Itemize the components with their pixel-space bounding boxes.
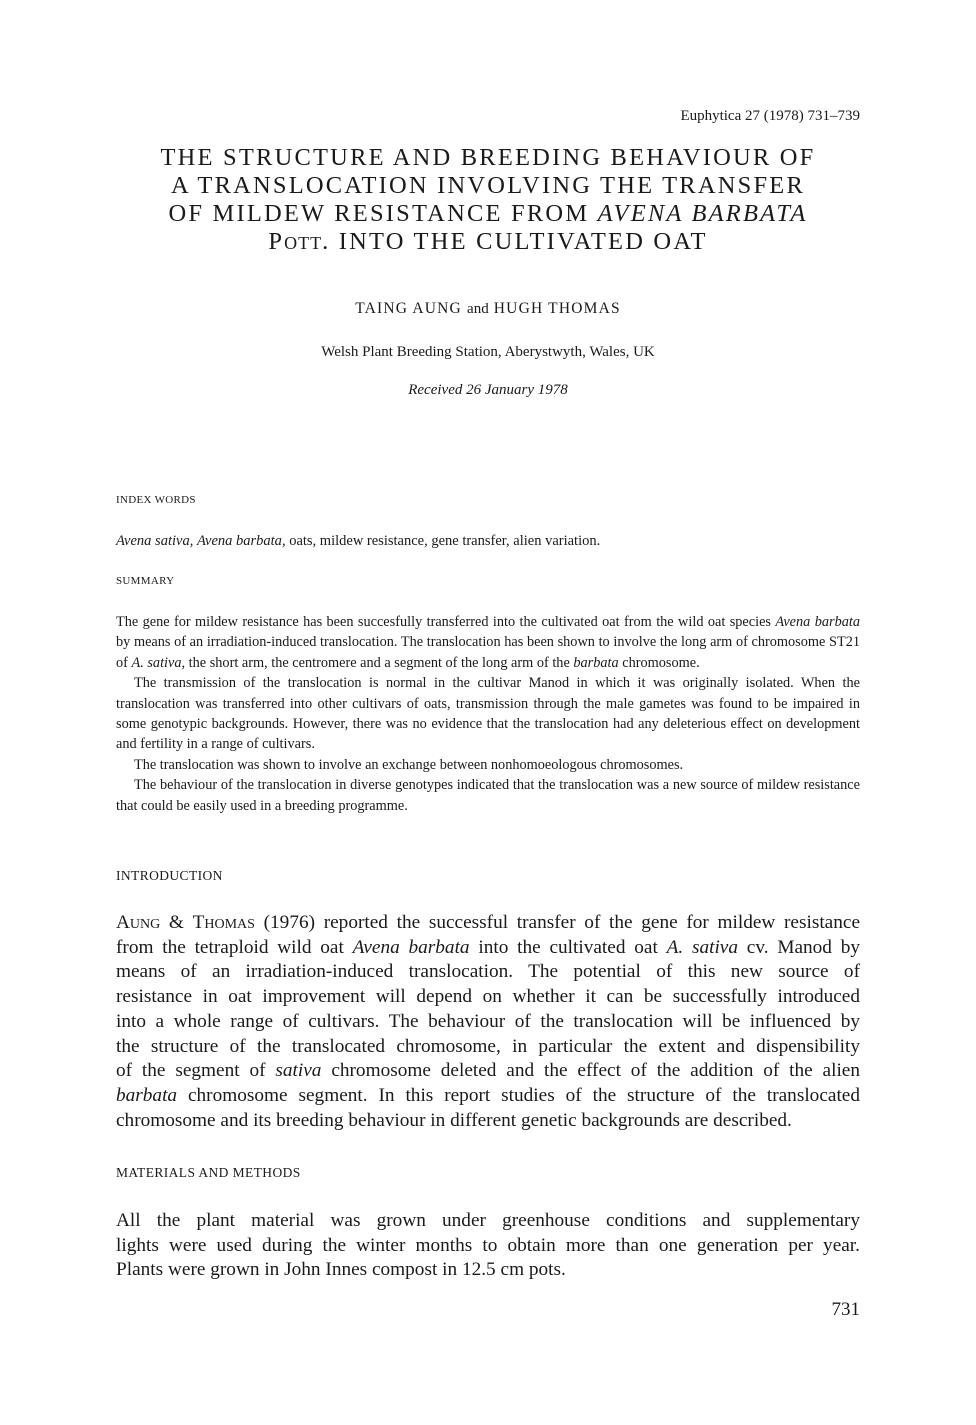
title-author-initial: P (268, 228, 285, 255)
intro-line (116, 911, 860, 936)
index-word-sep: , (189, 533, 197, 549)
intro-line: chromosome and its breeding behaviour in different genetic backgrounds are described. (116, 1109, 792, 1131)
intro-text: cv. Manod by (738, 936, 861, 958)
index-words (116, 533, 600, 550)
journal-reference: Euphytica 27 (1978) 731–739 (680, 108, 860, 124)
summary-text: The gene for mildew resistance has been succesfully transferred into the cultivated oat from the wild oat species (116, 614, 776, 630)
title-species-name: AVENA BARBATA (597, 200, 808, 227)
page (116, 0, 860, 1425)
intro-line: the structure of the translocated chromosome, in particular the extent and dispensibility (116, 1035, 860, 1057)
intro-italic: barbata (116, 1084, 178, 1106)
author-conjunction: and (467, 301, 489, 317)
intro-line: means of an irradiation-induced translocation. The potential of this new source of (116, 961, 860, 983)
summary-paragraph-1 (116, 612, 860, 673)
intro-text: (1976) reported the successful transfer of the gene for mildew resistance (254, 912, 861, 933)
intro-italic: sativa (275, 1060, 322, 1082)
intro-text: chromosome deleted and the effect of the addition of the alien (321, 1060, 861, 1082)
summary-paragraph-2: The transmission of the translocation is normal in the cultivar Manod in which it was originally isolated. When the translocation was transferred into other cultivars of oats, transmission through the male gametes was found to be impaired in some genotypic backgrounds. However, there was no evidence that the translocation had any deleterious effect on development and fertility in a range of cultivars. (116, 675, 860, 753)
author-2: HUGH THOMAS (493, 300, 621, 317)
summary-text: by means of an irradiation-induced translocation. The translocation has been shown to involve the long arm of chromosome ST21 of (116, 634, 860, 671)
summary-text: chromosome. (618, 654, 700, 671)
title-line-1: THE STRUCTURE AND BREEDING BEHAVIOUR OF (160, 144, 816, 171)
intro-text: chromosome segment. In this report studies of the structure of the translocated (177, 1084, 860, 1106)
intro-line (116, 1059, 860, 1084)
title-author-rest: OTT (284, 233, 323, 253)
intro-line (116, 1084, 860, 1109)
intro-line (116, 936, 860, 961)
summary (116, 612, 860, 816)
methods-heading: MATERIALS AND METHODS (116, 1165, 301, 1180)
summary-italic: Avena barbata (775, 614, 860, 630)
index-words-label: INDEX WORDS (116, 494, 196, 506)
title-line-3-text: OF MILDEW RESISTANCE FROM (168, 200, 598, 227)
methods-body (116, 1209, 860, 1283)
methods-line: lights were used during the winter months to obtain more than one generation per year. (116, 1234, 860, 1256)
intro-text: into the cultivated oat (469, 936, 667, 958)
intro-text: from the tetraploid wild oat (116, 936, 353, 958)
index-word-1: Avena sativa (116, 533, 190, 549)
introduction-body (116, 911, 860, 1133)
affiliation: Welsh Plant Breeding Station, Aberystwyth, Wales, UK (321, 344, 655, 360)
summary-italic: barbata (573, 654, 619, 671)
paper-title (116, 144, 860, 257)
authors (116, 300, 860, 318)
intro-italic: Avena barbata (352, 936, 470, 958)
page-number: 731 (831, 1299, 860, 1320)
author-1: TAING AUNG (355, 300, 462, 317)
intro-text: & (160, 912, 193, 933)
summary-paragraph-3: The translocation was shown to involve an exchange between nonhomoeologous chromosomes. (134, 756, 684, 773)
methods-line: Plants were grown in John Innes compost in 12.5 cm pots. (116, 1259, 566, 1281)
index-word-2: Avena barbata (196, 533, 282, 549)
title-line-4 (116, 228, 860, 257)
summary-italic: A. sativa (131, 654, 182, 671)
index-words-rest: , oats, mildew resistance, gene transfer, alien variation. (281, 533, 601, 549)
title-line-3 (116, 200, 860, 228)
intro-line: into a whole range of cultivars. The behaviour of the translocation will be influenced by (116, 1010, 860, 1032)
summary-label: SUMMARY (116, 575, 175, 587)
intro-text: of the segment of (116, 1060, 276, 1082)
intro-line: resistance in oat improvement will depend on whether it can be successfully introduced (116, 986, 860, 1008)
cited-author: Aung (116, 912, 161, 933)
title-line-2: A TRANSLOCATION INVOLVING THE TRANSFER (171, 172, 805, 199)
methods-line: All the plant material was grown under greenhouse conditions and supplementary (116, 1210, 860, 1231)
title-line-4-text: . INTO THE CULTIVATED OAT (322, 228, 708, 255)
intro-italic: A. sativa (666, 936, 739, 958)
cited-author: Thomas (192, 912, 255, 933)
summary-paragraph-4: The behaviour of the translocation in diverse genotypes indicated that the translocation was a new source of mildew resistance that could be easily used in a breeding programme. (116, 777, 860, 814)
summary-text: , the short arm, the centromere and a segment of the long arm of the (181, 654, 574, 671)
introduction-heading: INTRODUCTION (116, 868, 223, 883)
received-date: Received 26 January 1978 (408, 382, 568, 398)
